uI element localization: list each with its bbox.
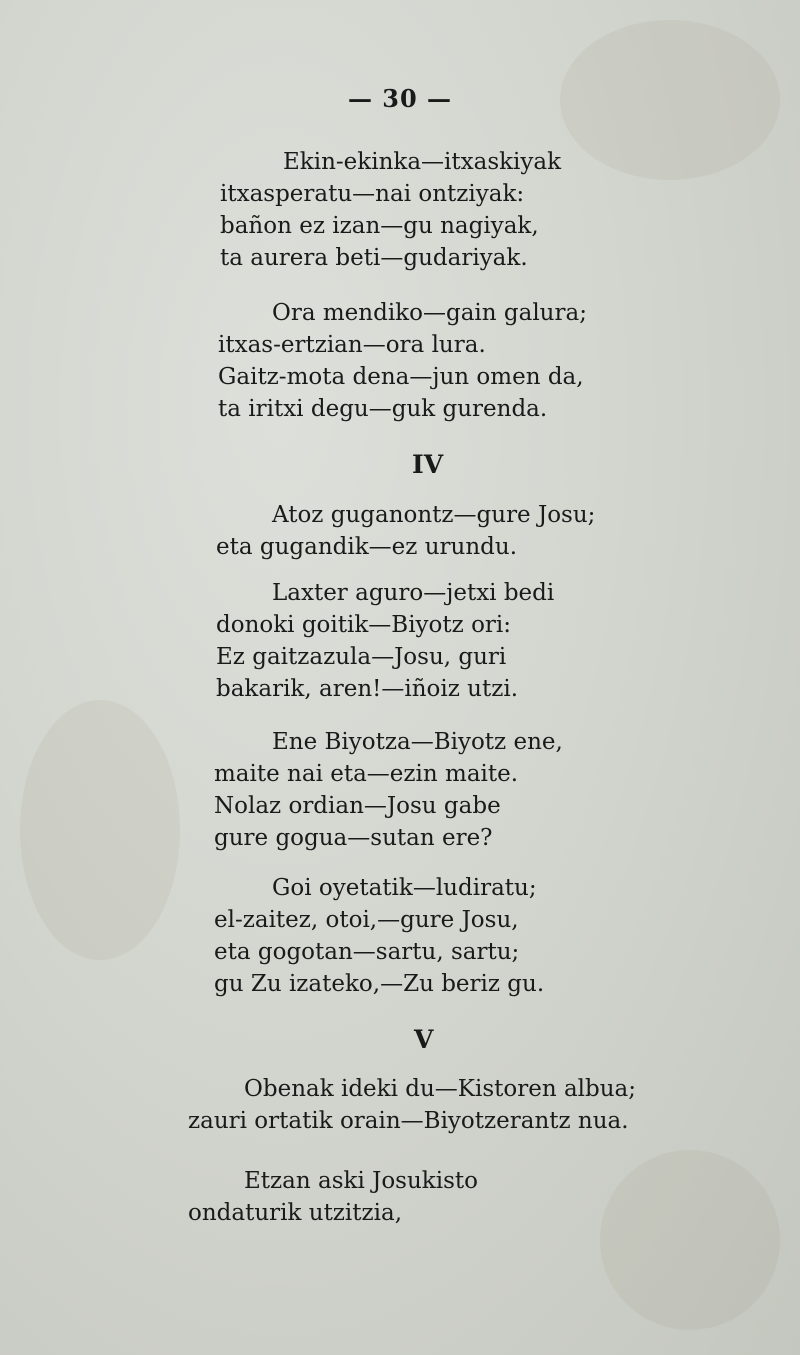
verse-line: Laxter aguro—jetxi bedi bbox=[272, 580, 555, 606]
verse-line: zauri ortatik orain—Biyotzerantz nua. bbox=[188, 1108, 629, 1134]
verse-line: gure gogua—sutan ere? bbox=[214, 825, 493, 851]
verse-line: ta iritxi degu—guk gurenda. bbox=[218, 396, 548, 422]
verse-line: Obenak ideki du—Kistoren albua; bbox=[244, 1076, 637, 1102]
verse-line: Ekin-ekinka—itxaskiyak bbox=[283, 149, 562, 175]
verse-line: Etzan aski Josukisto bbox=[244, 1168, 478, 1194]
verse-line: ta aurera beti—gudariyak. bbox=[220, 245, 528, 271]
verse-line: Atoz guganontz—gure Josu; bbox=[272, 502, 596, 528]
section-heading-iv: IV bbox=[412, 450, 444, 479]
verse-line: Ez gaitzazula—Josu, guri bbox=[216, 644, 507, 670]
section-heading-v: V bbox=[414, 1025, 434, 1054]
verse-line: Ene Biyotza—Biyotz ene, bbox=[272, 729, 563, 755]
verse-line: Ora mendiko—gain galura; bbox=[272, 300, 587, 326]
verse-line: Goi oyetatik—ludiratu; bbox=[272, 875, 537, 901]
verse-line: eta gogotan—sartu, sartu; bbox=[214, 939, 520, 965]
page-number: — 30 — bbox=[347, 84, 453, 113]
verse-line: ondaturik utzitzia, bbox=[188, 1200, 403, 1226]
verse-line: itxas-ertzian—ora lura. bbox=[218, 332, 486, 358]
verse-line: itxasperatu—nai ontziyak: bbox=[220, 181, 525, 207]
verse-line: Gaitz-mota dena—jun omen da, bbox=[218, 364, 584, 390]
verse-line: el-zaitez, otoi,—gure Josu, bbox=[214, 907, 519, 933]
verse-line: eta gugandik—ez urundu. bbox=[216, 534, 517, 560]
verse-line: bañon ez izan—gu nagiyak, bbox=[220, 213, 539, 239]
verse-line: maite nai eta—ezin maite. bbox=[214, 761, 519, 787]
verse-line: bakarik, aren!—iñoiz utzi. bbox=[216, 676, 519, 702]
verse-line: donoki goitik—Biyotz ori: bbox=[216, 612, 512, 638]
verse-line: Nolaz ordian—Josu gabe bbox=[214, 793, 501, 819]
verse-line: gu Zu izateko,—Zu beriz gu. bbox=[214, 971, 545, 997]
